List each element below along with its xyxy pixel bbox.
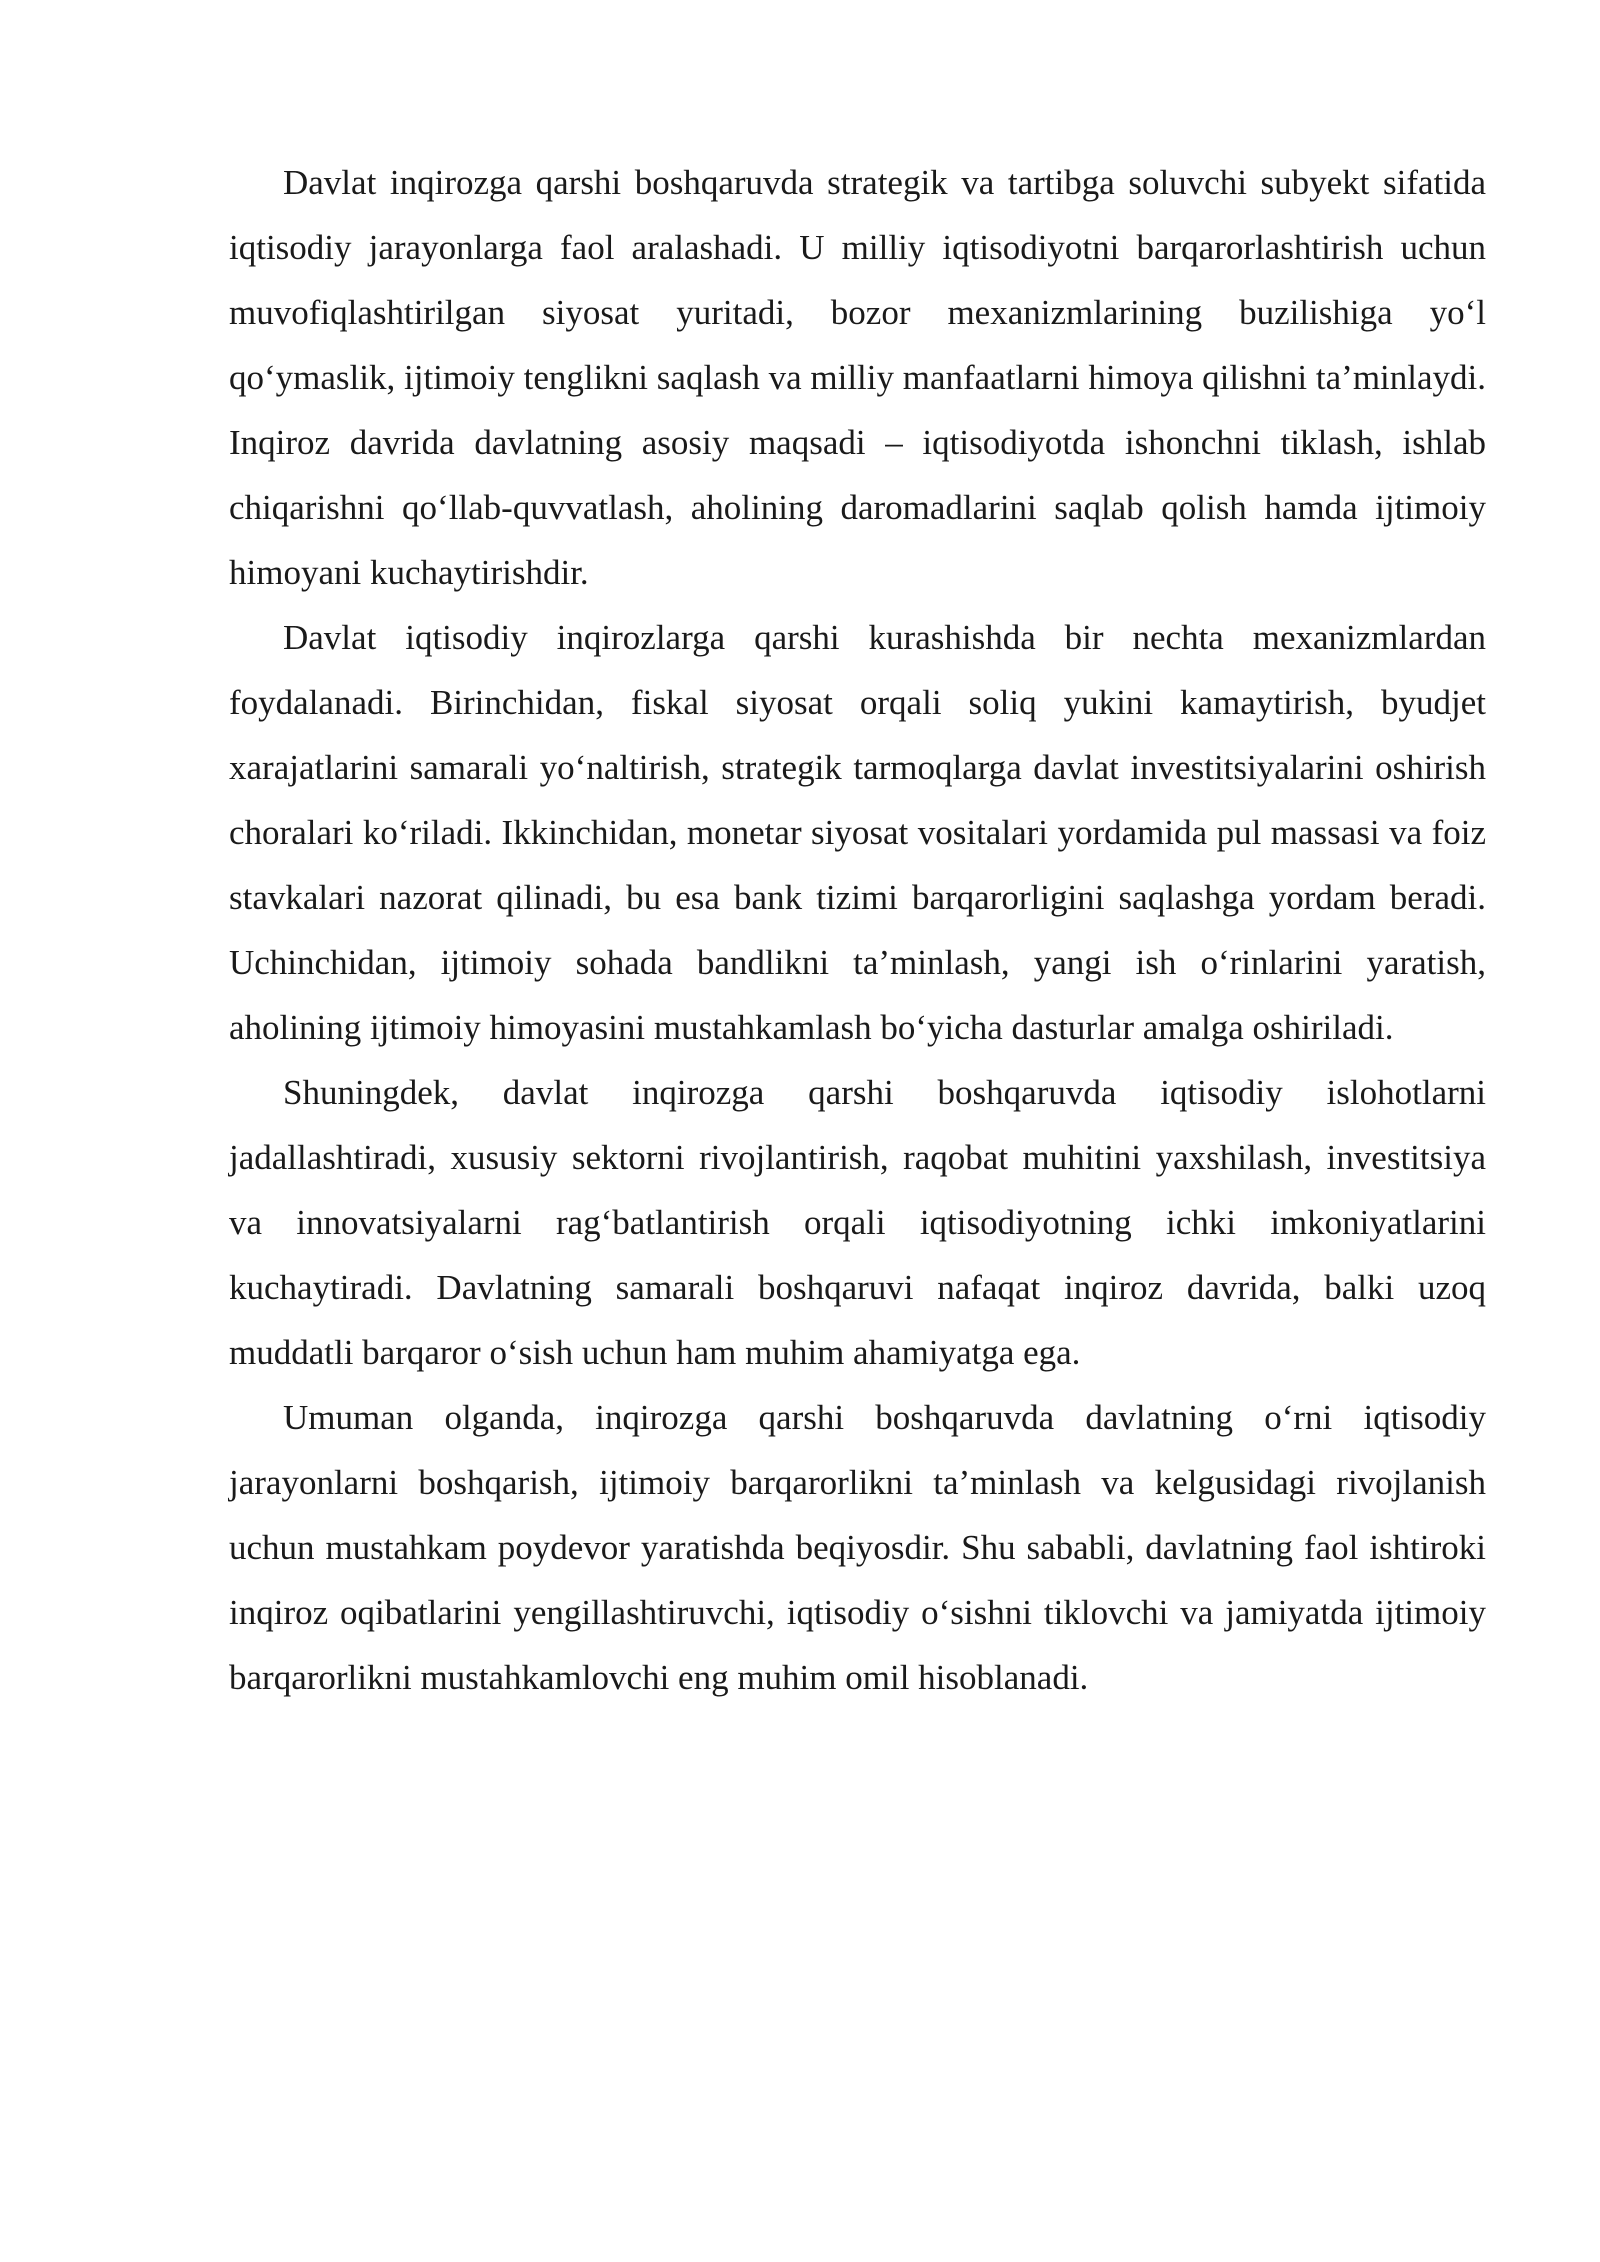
paragraph-mechanisms: Davlat iqtisodiy inqirozlarga qarshi kurashishda bir nechta mexanizmlardan foydalanadi. Birinchidan, fiskal siyosat orqali soliq yukini kamaytirish, byudjet xarajatlarini samarali yo‘naltirish, strategik tarmoqlarga davlat investitsiyalarini oshirish choralari ko‘riladi. Ikkinchidan, monetar siyosat vositalari yordamida pul massasi va foiz stavkalari nazorat qilinadi, bu esa bank tizimi barqarorligini saqlashga yordam beradi. Uchinchidan, ijtimoiy sohada bandlikni ta’minlash, yangi ish o‘rinlarini yaratish, aholining ijtimoiy himoyasini mustahkamlash bo‘yicha dasturlar amalga oshiriladi. [229, 618, 1486, 1047]
paragraph-reforms: Shuningdek, davlat inqirozga qarshi boshqaruvda iqtisodiy islohotlarni jadallashtiradi, xususiy sektorni rivojlantirish, raqobat muhitini yaxshilash, investitsiya va innovatsiyalarni rag‘batlantirish orqali iqtisodiyotning ichki imkoniyatlarini kuchaytiradi. Davlatning samarali boshqaruvi nafaqat inqiroz davrida, balki uzoq muddatli barqaror o‘sish uchun ham muhim ahamiyatga ega. [229, 1073, 1486, 1372]
paragraph-state-role: Davlat inqirozga qarshi boshqaruvda strategik va tartibga soluvchi subyekt sifatida iqtisodiy jarayonlarga faol aralashadi. U milliy iqtisodiyotni barqarorlashtirish uchun muvofiqlashtirilgan siyosat yuritadi, bozor mexanizmlarining buzilishiga yo‘l qo‘ymaslik, ijtimoiy tenglikni saqlash va milliy manfaatlarni himoya qilishni ta’minlaydi. Inqiroz davrida davlatning asosiy maqsadi – iqtisodiyotda ishonchni tiklash, ishlab chiqarishni qo‘llab-quvvatlash, aholining daromadlarini saqlab qolish hamda ijtimoiy himoyani kuchaytirishdir. [229, 163, 1486, 592]
document-body [229, 150, 1486, 1710]
paragraph-conclusion: Umuman olganda, inqirozga qarshi boshqaruvda davlatning o‘rni iqtisodiy jarayonlarni boshqarish, ijtimoiy barqarorlikni ta’minlash va kelgusidagi rivojlanish uchun mustahkam poydevor yaratishda beqiyosdir. Shu sababli, davlatning faol ishtiroki inqiroz oqibatlarini yengillashtiruvchi, iqtisodiy o‘sishni tiklovchi va jamiyatda ijtimoiy barqarorlikni mustahkamlovchi eng muhim omil hisoblanadi. [229, 1398, 1486, 1697]
